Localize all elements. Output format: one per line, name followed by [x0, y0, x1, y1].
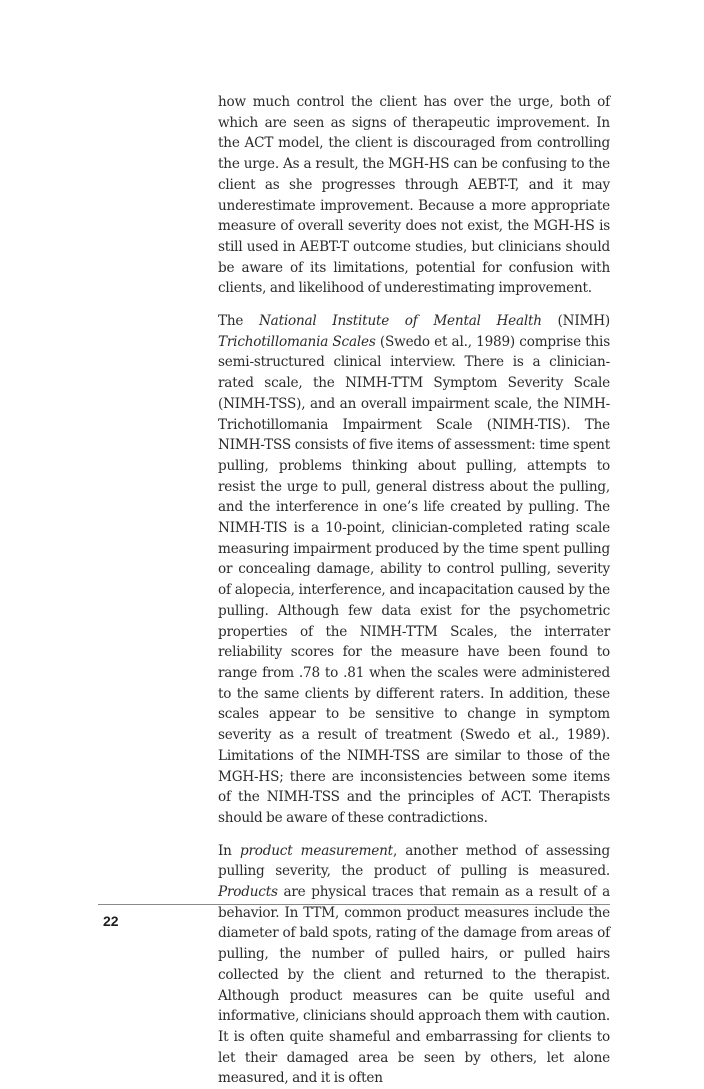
text-segment: are physical traces that remain as a result of a behavior. In TTM, common product measures include the diameter of bald spots, rating of the damage from areas of pulling, the number of pulled hairs, or pulled hairs collected by the client and returned to the therapist. Although product measures can be quite useful and informative, clinicians should approach them with caution. It is often quite shameful and embarrassing for clients to let their damaged area be seen by others, let alone measured, and it is often — [218, 884, 610, 1087]
paragraph-2 — [218, 311, 610, 829]
body-text — [218, 92, 610, 1089]
italic-term-segment: Products — [218, 884, 278, 901]
italic-term-segment: product measurement — [239, 842, 393, 859]
text-segment: (NIMH) — [541, 313, 610, 330]
text-segment: The — [218, 313, 259, 330]
paragraph-1 — [218, 92, 610, 299]
italic-title-segment: National Institute of Mental Health — [258, 313, 542, 330]
page-number: 22 — [103, 913, 119, 929]
paragraph-3 — [218, 841, 610, 1089]
italic-title-segment: Trichotillomania Scales — [218, 333, 376, 350]
text-segment: (Swedo et al., 1989) comprise this semi-structured clinical interview. There is a clinician-rated scale, the NIMH-TTM Symptom Severity Scale (NIMH-TSS), and an overall impairment scale, the NIMH-Trichotillomania Impairment Scale (NIMH-TIS). The NIMH-TSS consists of five items of assessment: time spent pulling, problems thinking about pulling, attempts to resist the urge to pull, general distress about the pulling, and the interference in one’s life created by pulling. The NIMH-TIS is a 10-point, clinician-completed rating scale measuring impairment produced by the time spent pulling or concealing damage, ability to control pulling, severity of alopecia, interference, and incapacitation caused by the pulling. Although few data exist for the psychometric properties of the NIMH-TTM Scales, the interrater reliability scores for the measure have been found to range from .78 to .81 when the scales were administered to the same clients by different raters. In addition, these scales appear to be sensitive to change in symptom severity as a result of treatment (Swedo et al., 1989). Limitations of the NIMH-TSS are similar to those of the MGH-HS; there are inconsistencies between some items of the NIMH-TSS and the principles of ACT. Therapists should be aware of these contradictions. — [218, 333, 610, 826]
text-segment: , another method of assessing pulling severity, the product of pulling is measured. — [218, 842, 610, 880]
text-segment: In — [218, 842, 240, 859]
text-segment: how much control the client has over the urge, both of which are seen as signs of therapeutic improvement. In the ACT model, the client is discouraged from controlling the urge. As a result, the MGH-HS can be confusing to the client as she progresses through AEBT-T, and it may underestimate improvement. Because a more appropriate measure of overall severity does not exist, the MGH-HS is still used in AEBT-T outcome studies, but clinicians should be aware of its limitations, potential for confusion with clients, and likelihood of underestimating improvement. — [218, 94, 610, 297]
footer-divider — [98, 904, 610, 905]
